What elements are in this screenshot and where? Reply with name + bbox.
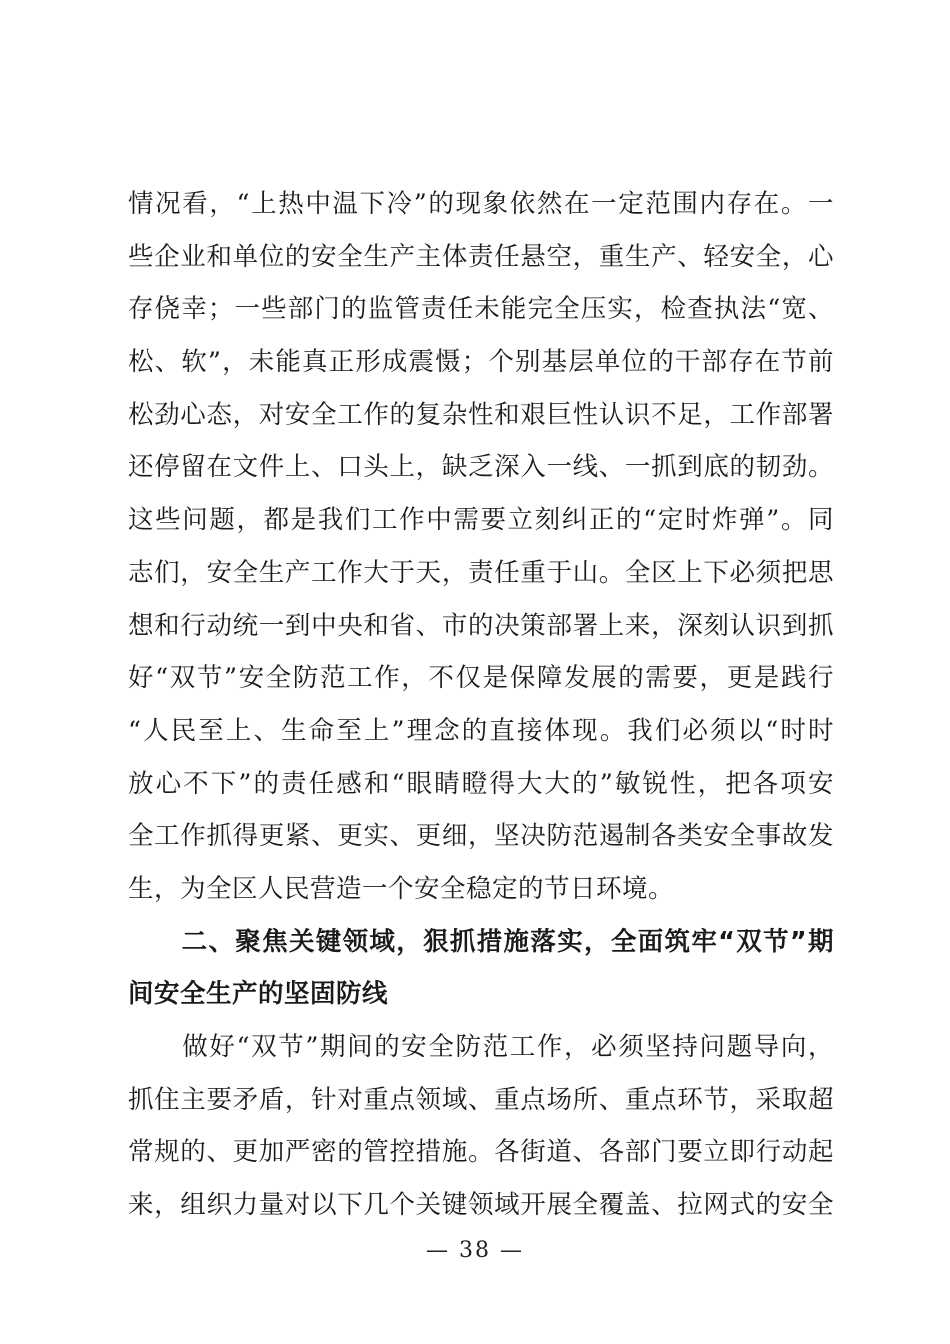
- body-line: 些企业和单位的安全生产主体责任悬空，重生产、轻安全，心: [128, 241, 834, 272]
- body-line: 想和行动统一到中央和省、市的决策部署上来，深刻认识到抓: [128, 610, 834, 641]
- body-line: 情况看，“上热中温下冷”的现象依然在一定范围内存在。一: [128, 189, 834, 219]
- body-line: 生，为全区人民营造一个安全稳定的节日环境。: [128, 873, 675, 904]
- section-heading: 二、聚焦关键领域，狠抓措施落实，全面筑牢“双节”期: [128, 926, 834, 957]
- body-line: 好“双节”安全防范工作，不仅是保障发展的需要，更是践行: [128, 663, 834, 694]
- body-line: 这些问题，都是我们工作中需要立刻纠正的“定时炸弹”。同: [128, 505, 834, 536]
- body-line: 放心不下”的责任感和“眼睛瞪得大大的”敏锐性，把各项安: [128, 768, 834, 799]
- section-heading: 间安全生产的坚固防线: [128, 979, 389, 1010]
- body-line: 来，组织力量对以下几个关键领域开展全覆盖、拉网式的安全: [128, 1190, 834, 1221]
- body-line: 松劲心态，对安全工作的复杂性和艰巨性认识不足，工作部署: [128, 399, 834, 430]
- page-number: — 38 —: [426, 1238, 524, 1263]
- body-line: 还停留在文件上、口头上，缺乏深入一线、一抓到底的韧劲。: [128, 452, 834, 483]
- body-line: 做好“双节”期间的安全防范工作，必须坚持问题导向，: [128, 1032, 834, 1062]
- document-body: [128, 178, 834, 1232]
- body-line: 松、软”，未能真正形成震慑；个别基层单位的干部存在节前: [128, 347, 834, 378]
- body-line: 抓住主要矛盾，针对重点领域、重点场所、重点环节，采取超: [128, 1084, 834, 1115]
- body-line: 常规的、更加严密的管控措施。各街道、各部门要立即行动起: [128, 1137, 834, 1168]
- body-line: 志们，安全生产工作大于天，责任重于山。全区上下必须把思: [128, 557, 834, 588]
- body-line: 存侥幸；一些部门的监管责任未能完全压实，检查执法“宽、: [128, 294, 834, 325]
- body-line: “人民至上、生命至上”理念的直接体现。我们必须以“时时: [128, 715, 834, 746]
- body-line: 全工作抓得更紧、更实、更细，坚决防范遏制各类安全事故发: [128, 821, 834, 852]
